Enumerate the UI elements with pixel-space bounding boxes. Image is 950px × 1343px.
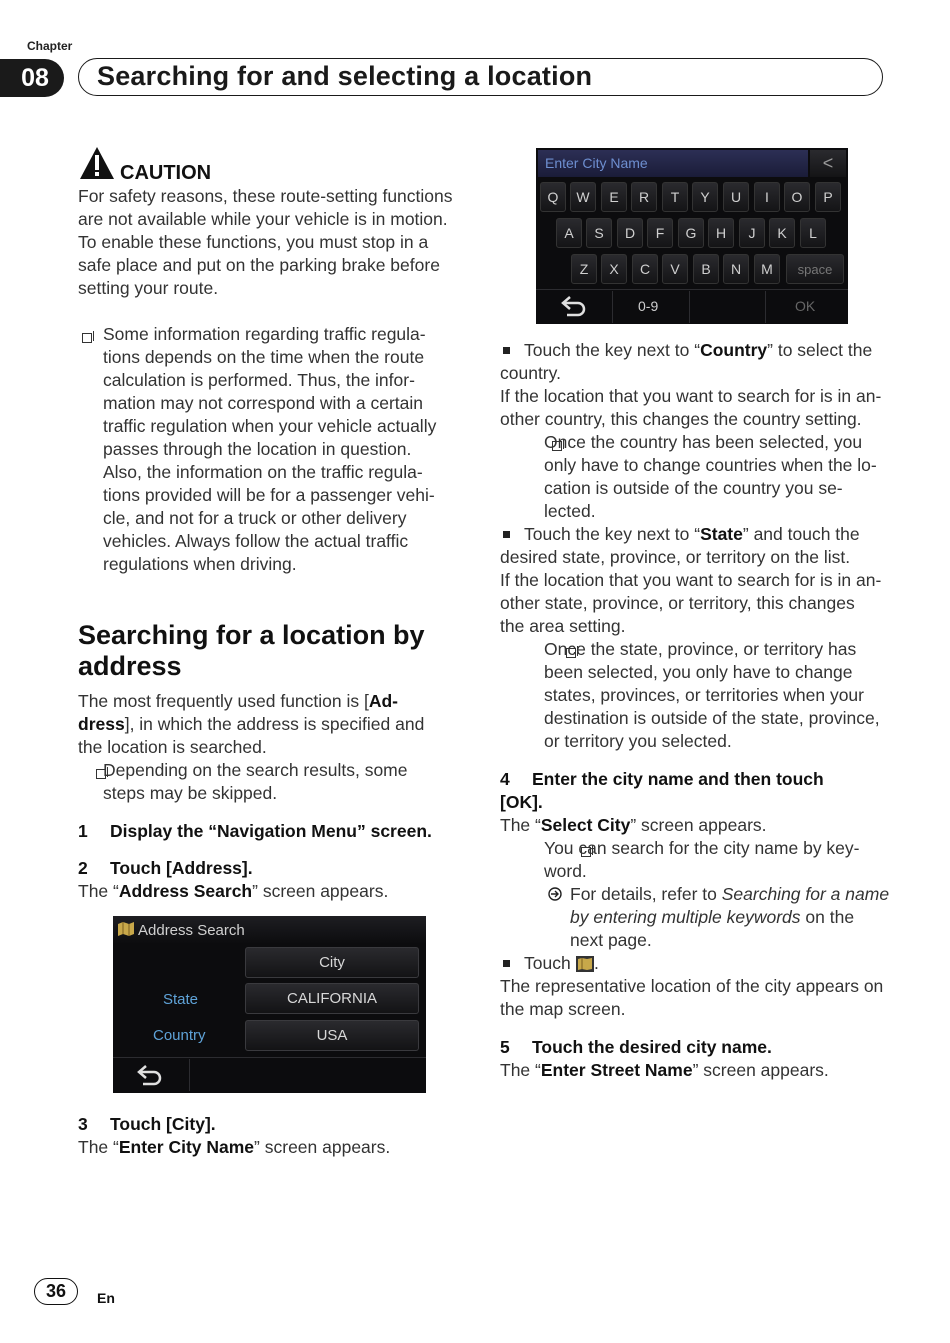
caution-line: are not available while your vehicle is in motion. — [78, 209, 448, 229]
state-button[interactable]: CALIFORNIA — [245, 983, 419, 1014]
note-line: cle, and not for a truck or other delivery — [103, 508, 407, 528]
key-y[interactable]: Y — [692, 182, 718, 212]
state-label: State — [163, 991, 199, 1008]
bullet-line: Touch — [524, 953, 571, 973]
note-line: vehicles. Always follow the actual traffic — [103, 531, 409, 551]
note-line: passes through the location in question. — [103, 439, 412, 459]
key-m[interactable]: M — [754, 254, 780, 284]
key-l[interactable]: L — [800, 218, 826, 248]
key-q[interactable]: Q — [540, 182, 566, 212]
step-4-continued: [OK]. — [500, 792, 543, 812]
note-line: states, provinces, or territories when your — [544, 685, 864, 705]
paragraph-line: the map screen. — [500, 999, 626, 1019]
step-2: 2 Touch [Address]. — [78, 858, 253, 878]
key-z[interactable]: Z — [571, 254, 597, 284]
key-h[interactable]: H — [708, 218, 734, 248]
note-bullet-icon — [82, 333, 92, 343]
ok-button[interactable]: OK — [795, 298, 816, 314]
note-line: Depending on the search results, some — [103, 760, 408, 780]
country-label: Country — [153, 1027, 206, 1044]
bullet-line: desired state, province, or territory on the list. — [500, 547, 851, 567]
note-line: lected. — [544, 501, 596, 521]
key-a[interactable]: A — [556, 218, 582, 248]
reference-arrow-icon — [548, 887, 562, 901]
numbers-key[interactable]: 0-9 — [638, 298, 659, 314]
paragraph-line: If the location that you want to search for is in an- — [500, 386, 882, 406]
note-line: calculation is performed. Thus, the infor- — [103, 370, 415, 390]
key-b[interactable]: B — [693, 254, 719, 284]
bullet-line-end: . — [594, 953, 599, 973]
step-3-description: The “Enter City Name” screen appears. — [78, 1137, 391, 1157]
step-4-description: The “Select City” screen appears. — [500, 815, 767, 835]
key-i[interactable]: I — [754, 182, 780, 212]
bullet-icon — [503, 960, 510, 967]
bullet-line: country. — [500, 363, 561, 383]
note-line: Also, the information on the traffic regula- — [103, 462, 423, 482]
key-w[interactable]: W — [570, 182, 596, 212]
key-x[interactable]: X — [601, 254, 627, 284]
step-2-description: The “Address Search” screen appears. — [78, 881, 389, 901]
note-line: steps may be skipped. — [103, 783, 278, 803]
note-line: tions depends on the time when the route — [103, 347, 425, 367]
caution-line: safe place and put on the parking brake before — [78, 255, 440, 275]
bullet-line: Touch the key next to “State” and touch the — [524, 524, 860, 544]
section-heading: Searching for a location by — [78, 620, 425, 650]
map-icon — [576, 956, 594, 972]
note-line: only have to change countries when the lo- — [544, 455, 877, 475]
back-arrow-icon[interactable] — [561, 295, 587, 317]
intro-line: dress], in which the address is specified and — [78, 714, 425, 734]
caution-line: setting your route. — [78, 278, 219, 298]
step-4: 4 Enter the city name and then touch — [500, 769, 824, 789]
key-t[interactable]: T — [662, 182, 688, 212]
note-line: regulations when driving. — [103, 554, 297, 574]
note-line: You can search for the city name by key- — [544, 838, 860, 858]
backspace-button[interactable]: < — [810, 150, 846, 177]
key-r[interactable]: R — [631, 182, 657, 212]
key-j[interactable]: J — [739, 218, 765, 248]
address-search-screenshot — [113, 916, 426, 1093]
space-key[interactable]: space — [786, 254, 844, 284]
key-k[interactable]: K — [769, 218, 795, 248]
city-button[interactable]: City — [245, 947, 419, 978]
key-p[interactable]: P — [815, 182, 841, 212]
note-line: or territory you selected. — [544, 731, 732, 751]
key-d[interactable]: D — [617, 218, 643, 248]
step-5: 5 Touch the desired city name. — [500, 1037, 772, 1057]
key-u[interactable]: U — [723, 182, 749, 212]
note-line: Some information regarding traffic regula- — [103, 324, 426, 344]
key-o[interactable]: O — [784, 182, 810, 212]
back-arrow-icon[interactable] — [137, 1064, 163, 1086]
key-n[interactable]: N — [723, 254, 749, 284]
screen-title: Address Search — [138, 922, 245, 939]
key-e[interactable]: E — [601, 182, 627, 212]
caution-line: To enable these functions, you must stop in a — [78, 232, 429, 252]
paragraph-line: other state, province, or territory, this changes — [500, 593, 855, 613]
chapter-label: Chapter — [27, 39, 73, 53]
chapter-title: Searching for and selecting a location — [97, 61, 593, 91]
step-1: 1 Display the “Navigation Menu” screen. — [78, 821, 432, 841]
intro-line: the location is searched. — [78, 737, 267, 757]
bullet-icon — [503, 347, 510, 354]
map-icon — [117, 922, 135, 936]
key-c[interactable]: C — [632, 254, 658, 284]
warning-icon — [79, 146, 115, 180]
bullet-line: Touch the key next to “Country” to select the — [524, 340, 873, 360]
note-line: word. — [544, 861, 587, 881]
caution-line: For safety reasons, these route-setting functions — [78, 186, 453, 206]
note-line: cation is outside of the country you se- — [544, 478, 843, 498]
note-line: traffic regulation when your vehicle actually — [103, 416, 437, 436]
intro-line: The most frequently used function is [Ad- — [78, 691, 398, 711]
note-line: Once the state, province, or territory has — [544, 639, 857, 659]
chapter-number: 08 — [0, 59, 64, 97]
note-line: been selected, you only have to change — [544, 662, 853, 682]
paragraph-line: other country, this changes the country setting. — [500, 409, 862, 429]
paragraph-line: the area setting. — [500, 616, 626, 636]
enter-city-name-screenshot — [536, 148, 848, 324]
language-code: En — [97, 1290, 115, 1306]
reference-line: by entering multiple keywords on the — [570, 907, 855, 927]
page-number: 36 — [34, 1278, 78, 1305]
section-heading: address — [78, 651, 182, 681]
reference-line: For details, refer to Searching for a name — [570, 884, 890, 904]
step-5-description: The “Enter Street Name” screen appears. — [500, 1060, 829, 1080]
key-f[interactable]: F — [647, 218, 673, 248]
note-line: mation may not correspond with a certain — [103, 393, 424, 413]
step-3: 3 Touch [City]. — [78, 1114, 216, 1134]
bullet-icon — [503, 531, 510, 538]
key-s[interactable]: S — [586, 218, 612, 248]
country-button[interactable]: USA — [245, 1020, 419, 1051]
note-line: Once the country has been selected, you — [544, 432, 863, 452]
paragraph-line: The representative location of the city appears on — [500, 976, 884, 996]
paragraph-line: If the location that you want to search for is in an- — [500, 570, 882, 590]
reference-line: next page. — [570, 930, 652, 950]
note-line: destination is outside of the state, province, — [544, 708, 880, 728]
city-name-placeholder: Enter City Name — [545, 155, 648, 171]
caution-heading: CAUTION — [120, 162, 212, 184]
note-line: tions provided will be for a passenger vehi- — [103, 485, 435, 505]
key-g[interactable]: G — [678, 218, 704, 248]
key-v[interactable]: V — [662, 254, 688, 284]
